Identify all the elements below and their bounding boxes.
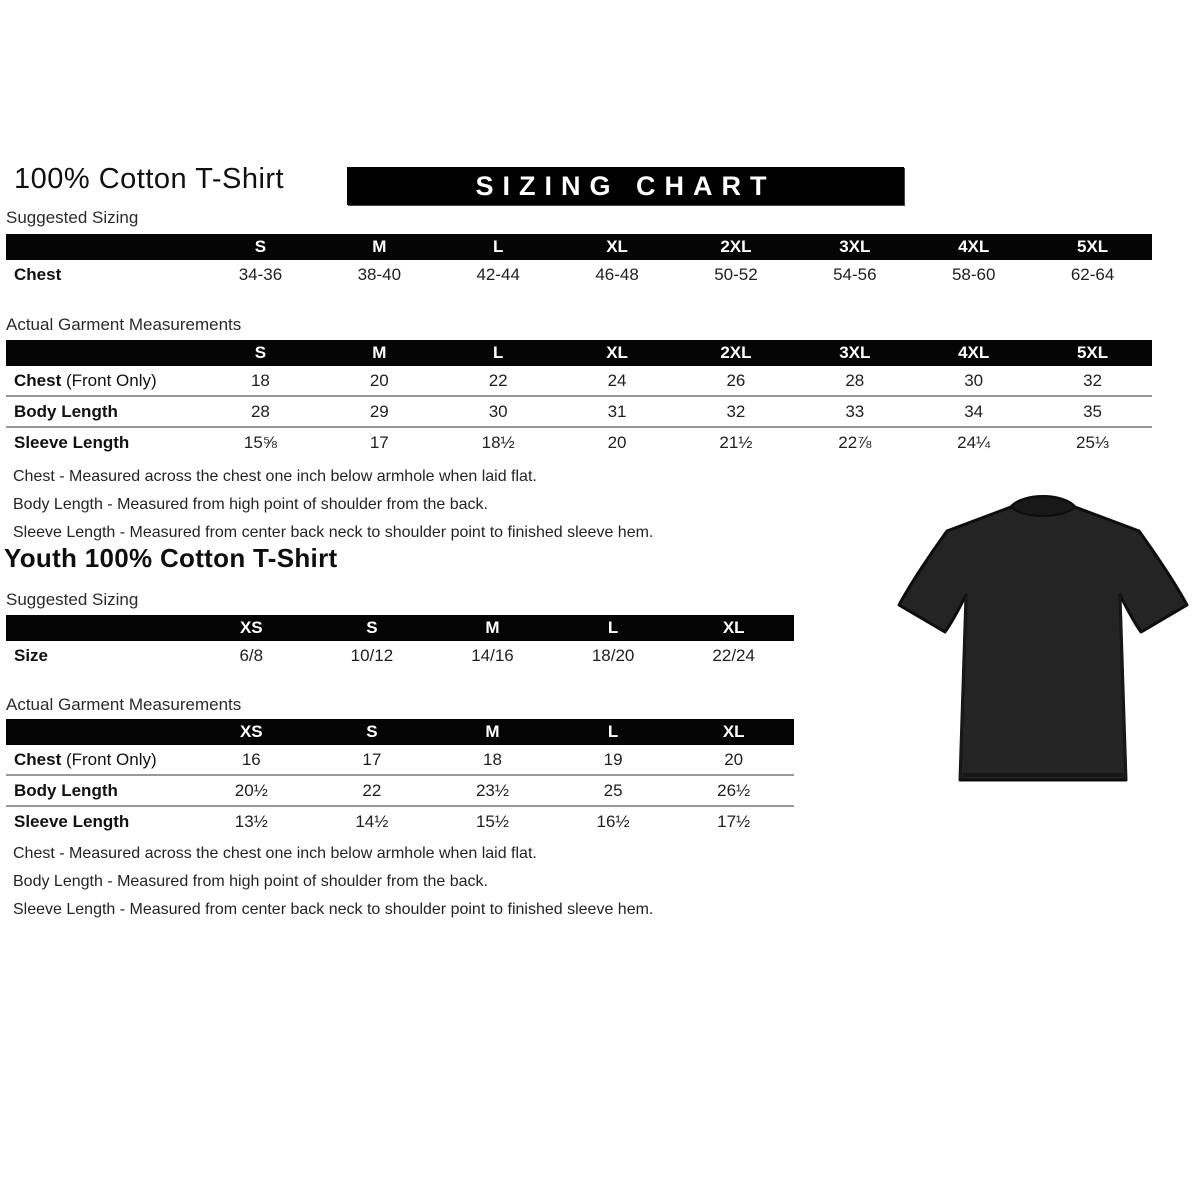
table-cell: 19 (603, 749, 623, 769)
table-cell: 20 (369, 370, 389, 390)
column-header: L (492, 343, 504, 362)
table-cell: 26½ (717, 780, 751, 800)
column-header: 3XL (839, 237, 871, 256)
table-cell: 25 (603, 780, 623, 800)
column-header: 2XL (720, 237, 752, 256)
table-cell: 17 (369, 432, 389, 452)
column-header: XL (722, 618, 745, 637)
sizing-chart-banner-text: SIZING CHART (475, 170, 776, 201)
youth-suggested-sizing-label: Suggested Sizing (6, 590, 139, 609)
table-cell: 18 (483, 749, 502, 769)
row-label-main: Chest (14, 370, 62, 390)
column-header: S (366, 722, 378, 741)
table-cell: 31 (607, 401, 627, 421)
table-cell: 14½ (355, 811, 389, 831)
table-cell: 16½ (596, 811, 630, 831)
table-cell: 24¼ (957, 432, 991, 452)
table-cell: 10/12 (350, 646, 394, 665)
column-header: XL (722, 722, 745, 741)
table-cell: 18½ (481, 432, 515, 452)
column-header: S (254, 237, 267, 256)
row-label (6, 371, 201, 391)
table-cell: 33 (845, 401, 865, 421)
table-cell: 34-36 (238, 265, 283, 284)
table-cell: 25⅓ (1076, 432, 1110, 452)
column-header: XL (606, 343, 628, 362)
column-header: XL (606, 237, 628, 256)
note-chest: Chest - Measured across the chest one inch below armhole when laid flat. (13, 468, 537, 485)
table-cell: 20 (607, 432, 627, 452)
tshirt-product-image (893, 483, 1193, 805)
row-label: Chest (14, 265, 62, 284)
adult-suggested-sizing-table (6, 234, 1152, 290)
youth-section-title: Youth 100% Cotton T-Shirt (4, 543, 338, 573)
youth-suggested-header-row (6, 615, 794, 641)
table-cell: 32 (1083, 370, 1103, 390)
table-cell: 17½ (717, 811, 751, 831)
table-cell: 20 (724, 749, 744, 769)
column-header: 5XL (1076, 237, 1109, 256)
page-title: 100% Cotton T-Shirt (14, 163, 285, 195)
note-body-length: Body Length - Measured from high point of shoulder from the back. (13, 496, 488, 513)
youth-actual-header-row (6, 719, 794, 745)
table-cell: 15⅝ (243, 432, 277, 452)
adult-actual-header-row (6, 340, 1152, 366)
column-header: S (254, 343, 267, 362)
row-label: Sleeve Length (14, 811, 130, 831)
youth-suggested-sizing-table (6, 615, 794, 671)
table-cell: 18 (250, 370, 270, 390)
table-cell: 35 (1083, 401, 1103, 421)
note-body-length: Body Length - Measured from high point of shoulder from the back. (13, 873, 488, 890)
youth-actual-measurements-label: Actual Garment Measurements (6, 695, 242, 714)
table-cell: 17 (362, 749, 382, 769)
table-cell: 28 (845, 370, 865, 390)
column-header: M (485, 618, 500, 637)
table-row-chest (6, 745, 794, 774)
note-sleeve-length: Sleeve Length - Measured from center back neck to shoulder point to finished sleeve hem. (13, 901, 654, 918)
table-cell: 32 (726, 401, 746, 421)
table-cell: 6/8 (239, 646, 264, 665)
row-label: Body Length (14, 780, 118, 800)
table-row-size (6, 641, 794, 671)
youth-actual-measurements-table (6, 719, 794, 836)
table-cell: 21½ (719, 432, 753, 452)
column-header: 3XL (839, 343, 871, 362)
sizing-chart-banner (347, 167, 904, 205)
table-cell: 29 (369, 401, 389, 421)
adult-suggested-sizing-label: Suggested Sizing (6, 208, 139, 227)
table-cell: 15½ (475, 811, 510, 831)
adult-suggested-header-row (6, 234, 1152, 260)
table-row (6, 260, 1152, 290)
table-cell: 30 (488, 401, 508, 421)
table-cell: 38-40 (357, 265, 402, 284)
column-header: S (366, 618, 378, 637)
table-cell: 34 (964, 401, 984, 421)
column-header: M (485, 722, 500, 741)
row-label (6, 750, 191, 770)
row-label-main: Chest (14, 749, 62, 769)
table-cell: 22/24 (712, 646, 755, 665)
table-cell: 18/20 (591, 646, 635, 665)
table-cell: 14/16 (471, 646, 514, 665)
column-header: L (492, 237, 504, 256)
table-cell: 23½ (475, 780, 510, 800)
column-header: XS (239, 618, 263, 637)
table-cell: 58-60 (951, 265, 996, 284)
column-header: 2XL (720, 343, 752, 362)
table-cell: 30 (964, 370, 984, 390)
column-header: M (372, 343, 387, 362)
table-cell: 26 (726, 370, 746, 390)
table-cell: 13½ (234, 811, 268, 831)
table-row-sleeve-length (6, 805, 794, 836)
column-header: 5XL (1076, 343, 1109, 362)
table-cell: 54-56 (833, 265, 877, 284)
table-row-sleeve-length (6, 426, 1152, 457)
table-cell: 20½ (234, 780, 268, 800)
column-header: XS (239, 722, 263, 741)
table-cell: 50-52 (714, 265, 758, 284)
row-label: Sleeve Length (14, 432, 130, 452)
table-row-body-length (6, 774, 794, 805)
row-label: Size (14, 646, 49, 665)
table-cell: 22 (362, 780, 382, 800)
row-label-suffix: (Front Only) (61, 370, 157, 390)
adult-actual-measurements-table (6, 340, 1152, 457)
table-row-chest (6, 366, 1152, 395)
note-chest: Chest - Measured across the chest one inch below armhole when laid flat. (13, 845, 537, 862)
table-cell: 28 (250, 401, 270, 421)
table-cell: 16 (241, 749, 261, 769)
row-label: Body Length (14, 401, 118, 421)
table-row-body-length (6, 395, 1152, 426)
table-cell: 22 (488, 370, 508, 390)
table-cell: 22⅞ (838, 432, 872, 452)
table-cell: 24 (607, 370, 627, 390)
adult-actual-measurements-label: Actual Garment Measurements (6, 315, 242, 334)
column-header: L (607, 618, 619, 637)
table-cell: 46-48 (595, 265, 639, 284)
adult-measurement-notes (13, 463, 653, 547)
column-header: L (607, 722, 619, 741)
table-cell: 62-64 (1070, 265, 1115, 284)
table-cell: 42-44 (476, 265, 520, 284)
row-label-suffix: (Front Only) (61, 749, 157, 769)
note-sleeve-length: Sleeve Length - Measured from center back neck to shoulder point to finished sleeve hem. (13, 524, 654, 541)
black-tshirt-graphic (893, 483, 1193, 805)
column-header: M (372, 237, 387, 256)
column-header: 4XL (958, 343, 990, 362)
youth-measurement-notes (13, 840, 653, 924)
column-header: 4XL (958, 237, 990, 256)
